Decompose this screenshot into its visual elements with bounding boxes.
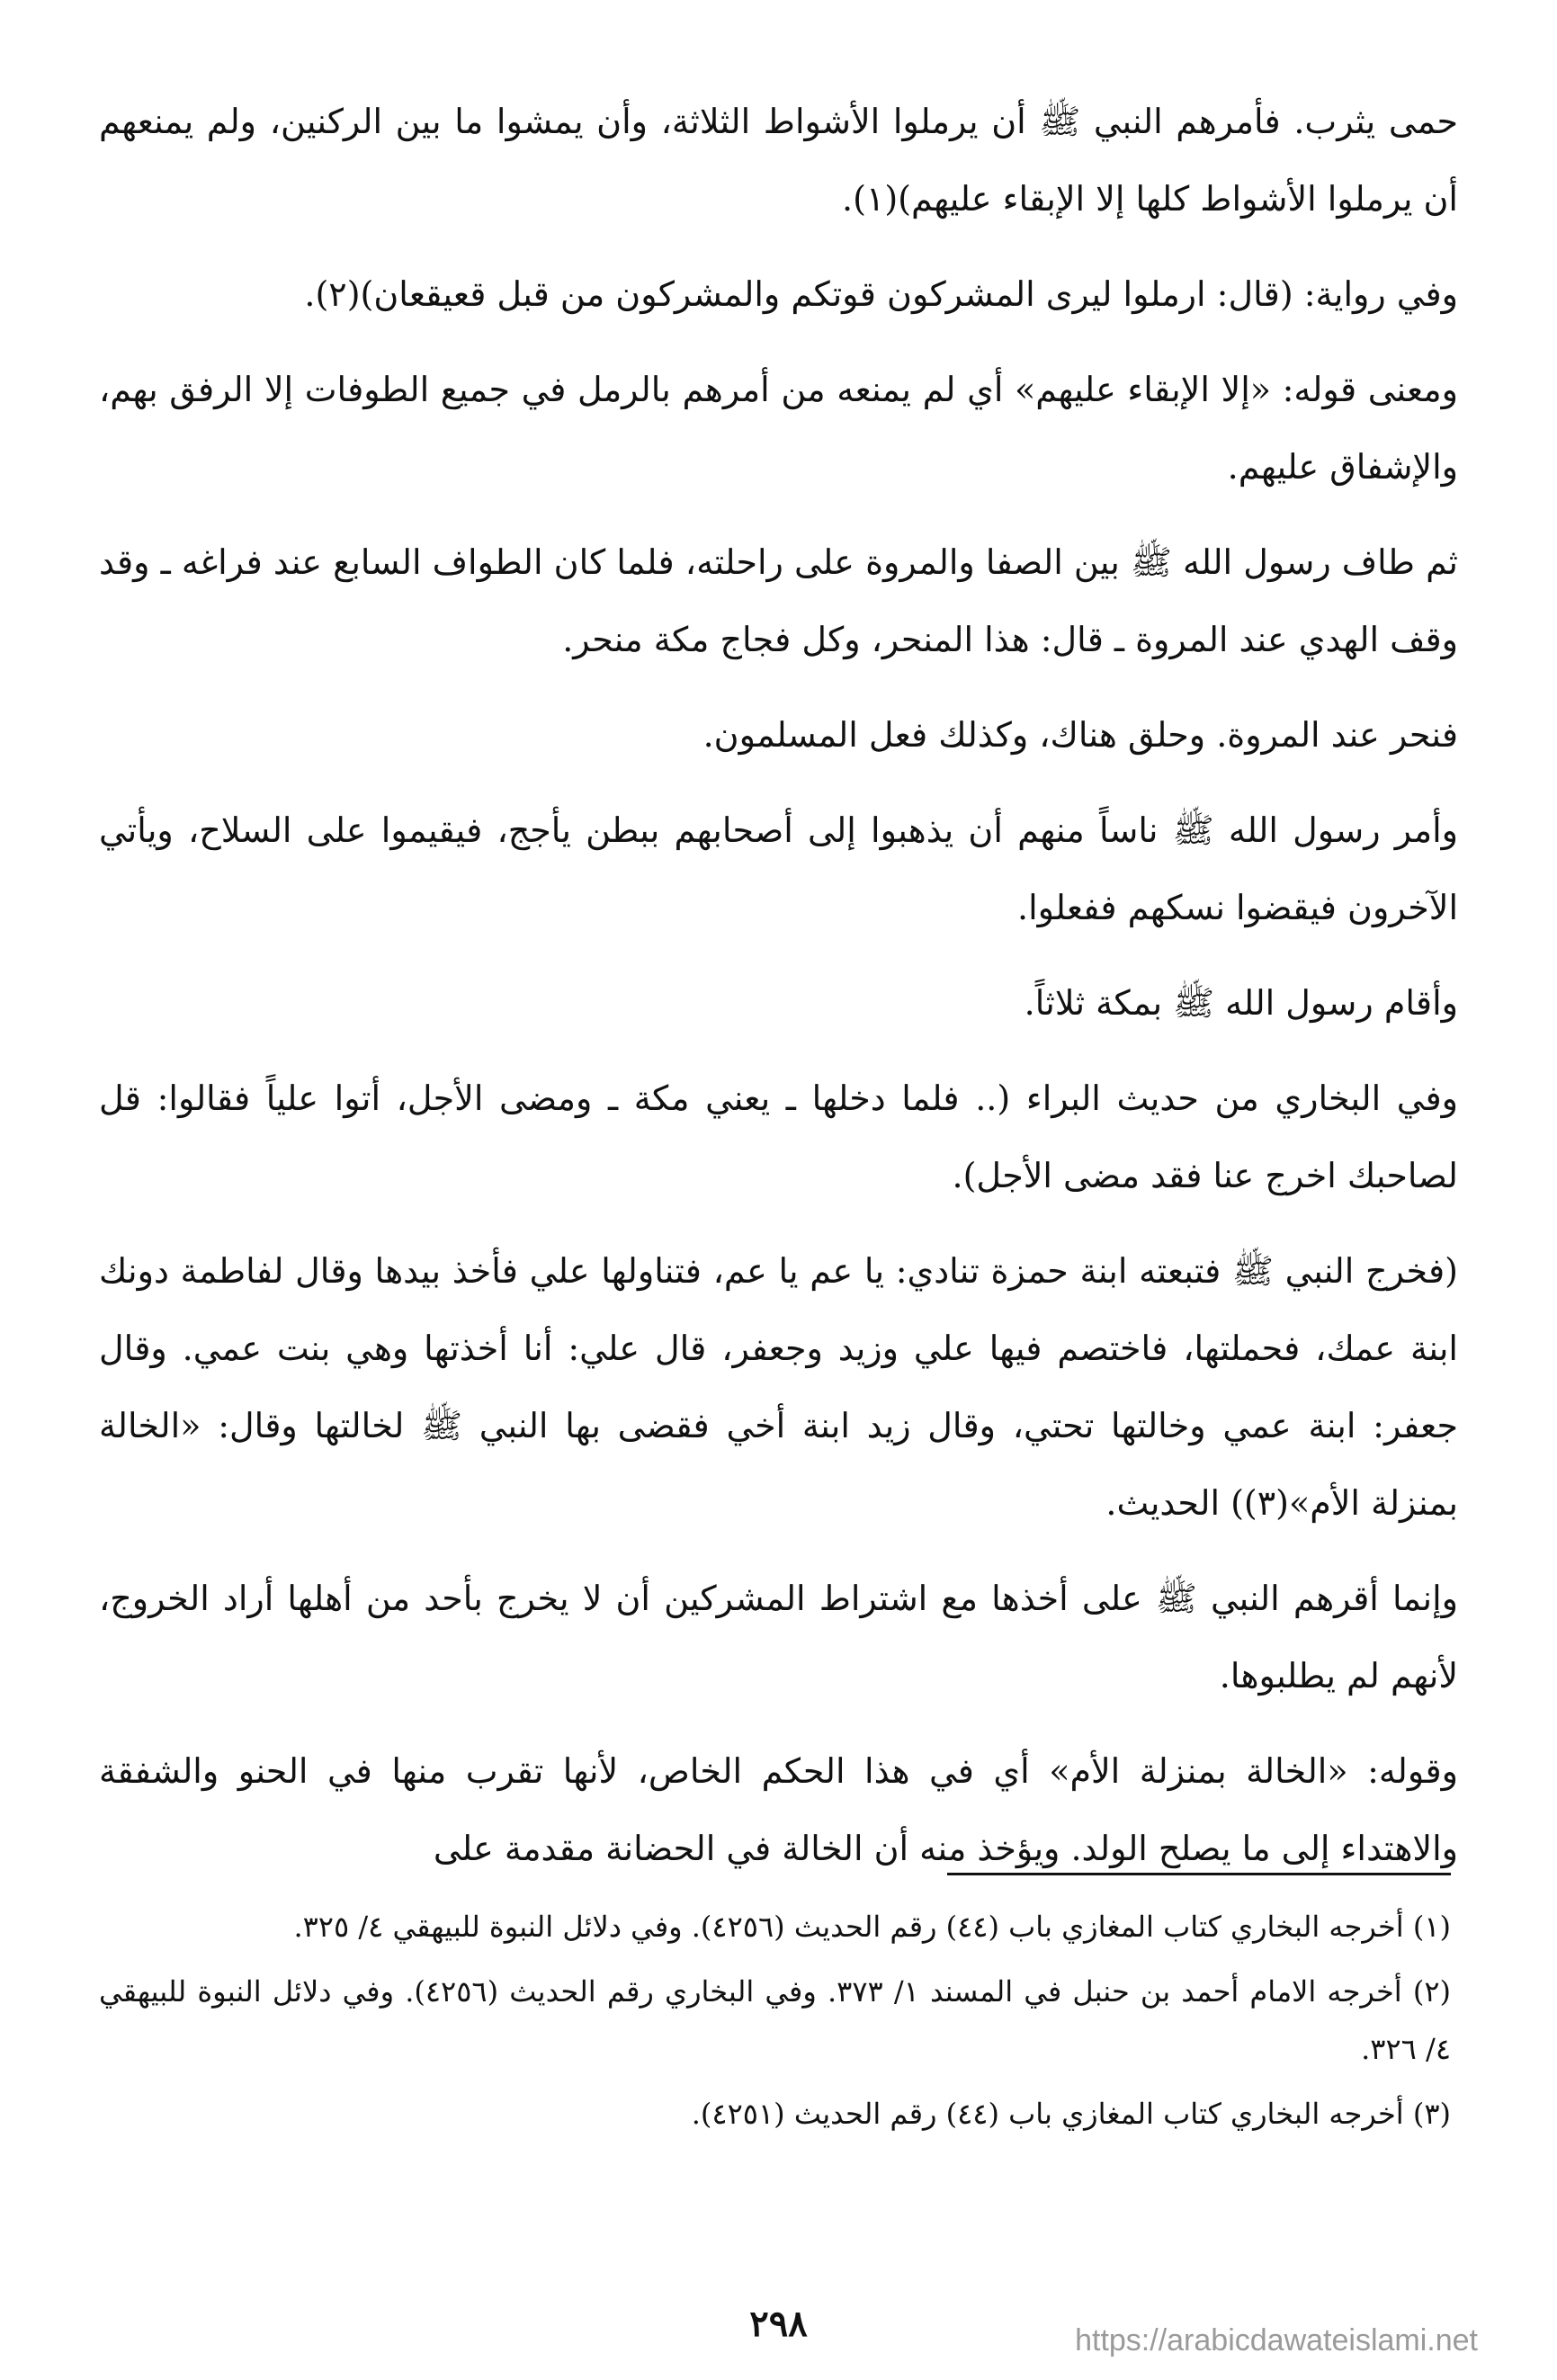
paragraph: وأقام رسول الله ﷺ بمكة ثلاثاً. bbox=[1024, 983, 1458, 1023]
paragraph: فنحر عند المروة. وحلق هناك، وكذلك فعل المسلمون. bbox=[702, 715, 1458, 755]
watermark-url: https://arabicdawateislami.net bbox=[1075, 2323, 1478, 2358]
paragraph: وفي رواية: (قال: ارملوا ليرى المشركون قوتكم والمشركون من قبل قعيقعان)(٢). bbox=[304, 274, 1458, 314]
main-text bbox=[99, 83, 1458, 1905]
footnote-2: (٢) أخرجه الامام أحمد بن حنبل في المسند ١/ ٣٧٣. وفي البخاري رقم الحديث (٤٢٥٦). وفي دلائل النبوة للبيهقي ٤/ ٣٢٦. bbox=[99, 1974, 1452, 2066]
footnotes bbox=[99, 1898, 1451, 2150]
paragraph: وفي البخاري من حديث البراء (.. فلما دخلها ـ يعني مكة ـ ومضى الأجل، أتوا علياً فقالوا: قل لصاحبك اخرج عنا فقد مضى الأجل). bbox=[99, 1078, 1458, 1195]
paragraph: (فخرج النبي ﷺ فتبعته ابنة حمزة تنادي: يا عم يا عم، فتناولها علي فأخذ بيدها وقال لفاطمة دونك ابنة عمك، فحملتها، فاختصم فيها علي وزيد وجعفر، قال علي: أنا أخذتها وهي بنت عمي. وقال جعفر: ابنة عمي وخالتها تحتي، وقال زيد ابنة أخي فقضى بها النبي ﷺ لخالتها وقال: «الخالة بمنزلة الأم»(٣)) الحديث. bbox=[99, 1251, 1458, 1523]
paragraph: وأمر رسول الله ﷺ ناساً منهم أن يذهبوا إلى أصحابهم ببطن يأجج، فيقيموا على السلاح، ويأتي الآخرون فيقضوا نسكهم ففعلوا. bbox=[99, 810, 1458, 927]
footnote-3: (٣) أخرجه البخاري كتاب المغازي باب (٤٤) رقم الحديث (٤٢٥١). bbox=[691, 2097, 1451, 2131]
paragraph: حمى يثرب. فأمرهم النبي ﷺ أن يرملوا الأشواط الثلاثة، وأن يمشوا ما بين الركنين، ولم يمنعهم أن يرملوا الأشواط كلها إلا الإبقاء عليهم)(١). bbox=[99, 102, 1458, 219]
page-number: ٢٩٨ bbox=[749, 2303, 808, 2345]
footnote-divider bbox=[947, 1873, 1451, 1875]
paragraph: وإنما أقرهم النبي ﷺ على أخذها مع اشتراط المشركين أن لا يخرج بأحد من أهلها أراد الخروج، لأنهم لم يطلبوها. bbox=[99, 1579, 1458, 1696]
footnote-1: (١) أخرجه البخاري كتاب المغازي باب (٤٤) رقم الحديث (٤٢٥٦). وفي دلائل النبوة للبيهقي ٤/ ٣٢٥. bbox=[293, 1910, 1451, 1944]
paragraph: وقوله: «الخالة بمنزلة الأم» أي في هذا الحكم الخاص، لأنها تقرب منها في الحنو والشفقة والاهتداء إلى ما يصلح الولد. ويؤخذ منه أن الخالة في الحضانة مقدمة على bbox=[99, 1751, 1458, 1868]
paragraph: ومعنى قوله: «إلا الإبقاء عليهم» أي لم يمنعه من أمرهم بالرمل في جميع الطوفات إلا الرفق بهم، والإشفاق عليهم. bbox=[99, 370, 1458, 487]
paragraph: ثم طاف رسول الله ﷺ بين الصفا والمروة على راحلته، فلما كان الطواف السابع عند فراغه ـ وقد وقف الهدي عند المروة ـ قال: هذا المنحر، وكل فجاج مكة منحر. bbox=[99, 542, 1458, 659]
